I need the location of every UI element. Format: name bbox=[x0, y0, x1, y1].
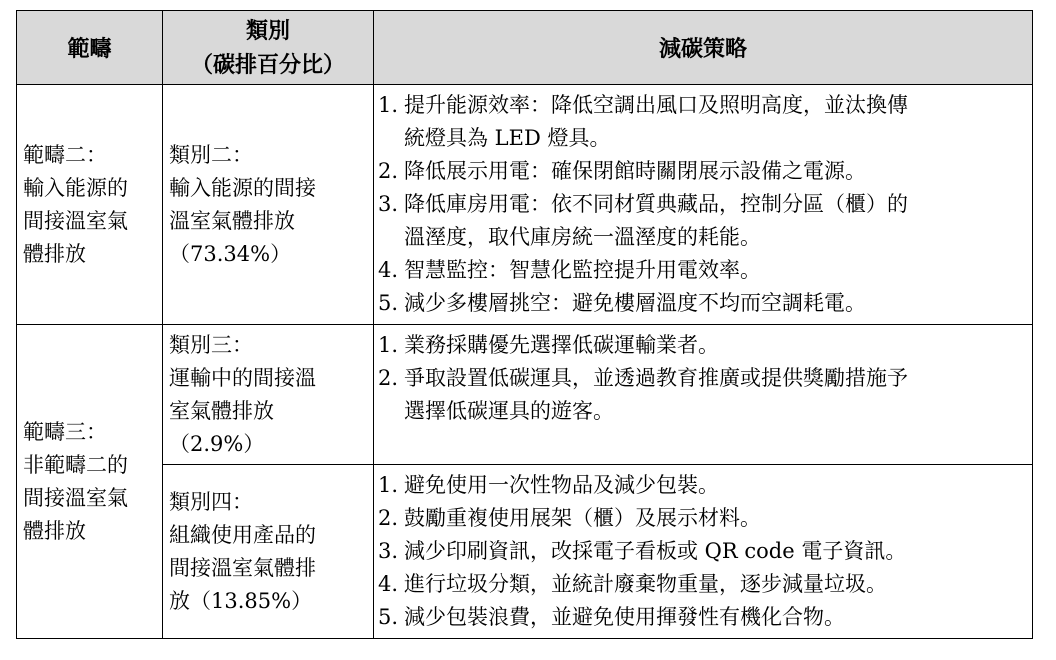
category-text: （73.34%） bbox=[169, 241, 292, 266]
item-text: 進行垃圾分類，並統計廢棄物重量，逐步減量垃圾。 bbox=[404, 572, 887, 596]
item-number: 3. bbox=[378, 539, 399, 563]
list-item bbox=[378, 254, 1028, 287]
strategy-cell bbox=[374, 85, 1033, 325]
category-text: 組織使用產品的 bbox=[169, 522, 316, 547]
list-item bbox=[378, 188, 1028, 254]
category-text: 類別二： bbox=[169, 142, 253, 167]
item-text: 減少印刷資訊，改採電子看板或 QR code 電子資訊。 bbox=[404, 539, 907, 563]
category-text: 類別四： bbox=[169, 489, 253, 514]
carbon-reduction-table bbox=[16, 10, 1033, 639]
list-item bbox=[378, 469, 1028, 502]
category-cell bbox=[163, 465, 374, 639]
scope-text: 輸入能源的 bbox=[23, 175, 128, 200]
scope-text: 間接溫室氣 bbox=[23, 208, 128, 233]
item-number: 1. bbox=[378, 93, 399, 117]
category-text: 運輸中的間接溫 bbox=[169, 365, 316, 390]
table-row bbox=[17, 465, 1033, 639]
item-text: 溫溼度，取代庫房統一溫溼度的耗能。 bbox=[404, 225, 761, 249]
item-number: 3. bbox=[378, 192, 399, 216]
list-item bbox=[378, 287, 1028, 320]
category-text: 放（13.85%） bbox=[169, 588, 313, 613]
item-number: 2. bbox=[378, 506, 399, 530]
strategy-list bbox=[378, 329, 1028, 428]
scope-text: 範疇三： bbox=[23, 419, 107, 444]
item-number: 2. bbox=[378, 159, 399, 183]
category-text: 類別三： bbox=[169, 332, 253, 357]
header-row bbox=[17, 11, 1033, 85]
item-number: 5. bbox=[378, 605, 399, 629]
table-row bbox=[17, 85, 1033, 325]
category-text: 溫室氣體排放 bbox=[169, 208, 295, 233]
list-item bbox=[378, 535, 1028, 568]
item-number: 5. bbox=[378, 291, 399, 315]
scope-text: 體排放 bbox=[23, 241, 86, 266]
item-text: 智慧監控：智慧化監控提升用電效率。 bbox=[404, 258, 761, 282]
item-text: 避免使用一次性物品及減少包裝。 bbox=[404, 473, 719, 497]
item-text: 提升能源效率：降低空調出風口及照明高度，並汰換傳 bbox=[404, 93, 908, 117]
strategy-list bbox=[378, 469, 1028, 634]
item-number: 1. bbox=[378, 473, 399, 497]
item-text: 減少多樓層挑空：避免樓層溫度不均而空調耗電。 bbox=[404, 291, 866, 315]
item-text: 爭取設置低碳運具，並透過教育推廣或提供獎勵措施予 bbox=[404, 366, 908, 390]
list-item bbox=[378, 568, 1028, 601]
scope-cell bbox=[17, 325, 163, 639]
header-strategy: 減碳策略 bbox=[374, 11, 1033, 85]
item-text: 業務採購優先選擇低碳運輸業者。 bbox=[404, 333, 719, 357]
category-cell bbox=[163, 85, 374, 325]
category-cell bbox=[163, 325, 374, 465]
header-category-title: 類別 bbox=[245, 17, 290, 44]
strategy-list bbox=[378, 89, 1028, 320]
category-text: 輸入能源的間接 bbox=[169, 175, 316, 200]
strategy-cell bbox=[374, 465, 1033, 639]
list-item bbox=[378, 155, 1028, 188]
strategy-cell bbox=[374, 325, 1033, 465]
category-text: 間接溫室氣體排 bbox=[169, 555, 316, 580]
scope-text: 間接溫室氣 bbox=[23, 485, 128, 510]
scope-text: 體排放 bbox=[23, 518, 86, 543]
list-item bbox=[378, 502, 1028, 535]
scope-text: 範疇二： bbox=[23, 142, 107, 167]
header-category-subtitle: （碳排百分比） bbox=[190, 51, 345, 78]
list-item bbox=[378, 329, 1028, 362]
list-item bbox=[378, 89, 1028, 155]
table-row bbox=[17, 325, 1033, 465]
list-item bbox=[378, 601, 1028, 634]
item-text: 降低庫房用電：依不同材質典藏品，控制分區（櫃）的 bbox=[404, 192, 908, 216]
item-number: 4. bbox=[378, 258, 399, 282]
category-text: 室氣體排放 bbox=[169, 398, 274, 423]
category-text: （2.9%） bbox=[169, 431, 265, 456]
item-text: 選擇低碳運具的遊客。 bbox=[404, 399, 614, 423]
item-number: 4. bbox=[378, 572, 399, 596]
item-text: 鼓勵重複使用展架（櫃）及展示材料。 bbox=[404, 506, 761, 530]
item-number: 2. bbox=[378, 366, 399, 390]
item-text: 統燈具為 LED 燈具。 bbox=[404, 126, 611, 150]
list-item bbox=[378, 362, 1028, 428]
item-number: 1. bbox=[378, 333, 399, 357]
scope-cell bbox=[17, 85, 163, 325]
header-scope: 範疇 bbox=[17, 11, 163, 85]
header-category bbox=[163, 11, 374, 85]
item-text: 降低展示用電：確保閉館時關閉展示設備之電源。 bbox=[404, 159, 866, 183]
item-text: 減少包裝浪費，並避免使用揮發性有機化合物。 bbox=[404, 605, 845, 629]
scope-text: 非範疇二的 bbox=[23, 452, 128, 477]
